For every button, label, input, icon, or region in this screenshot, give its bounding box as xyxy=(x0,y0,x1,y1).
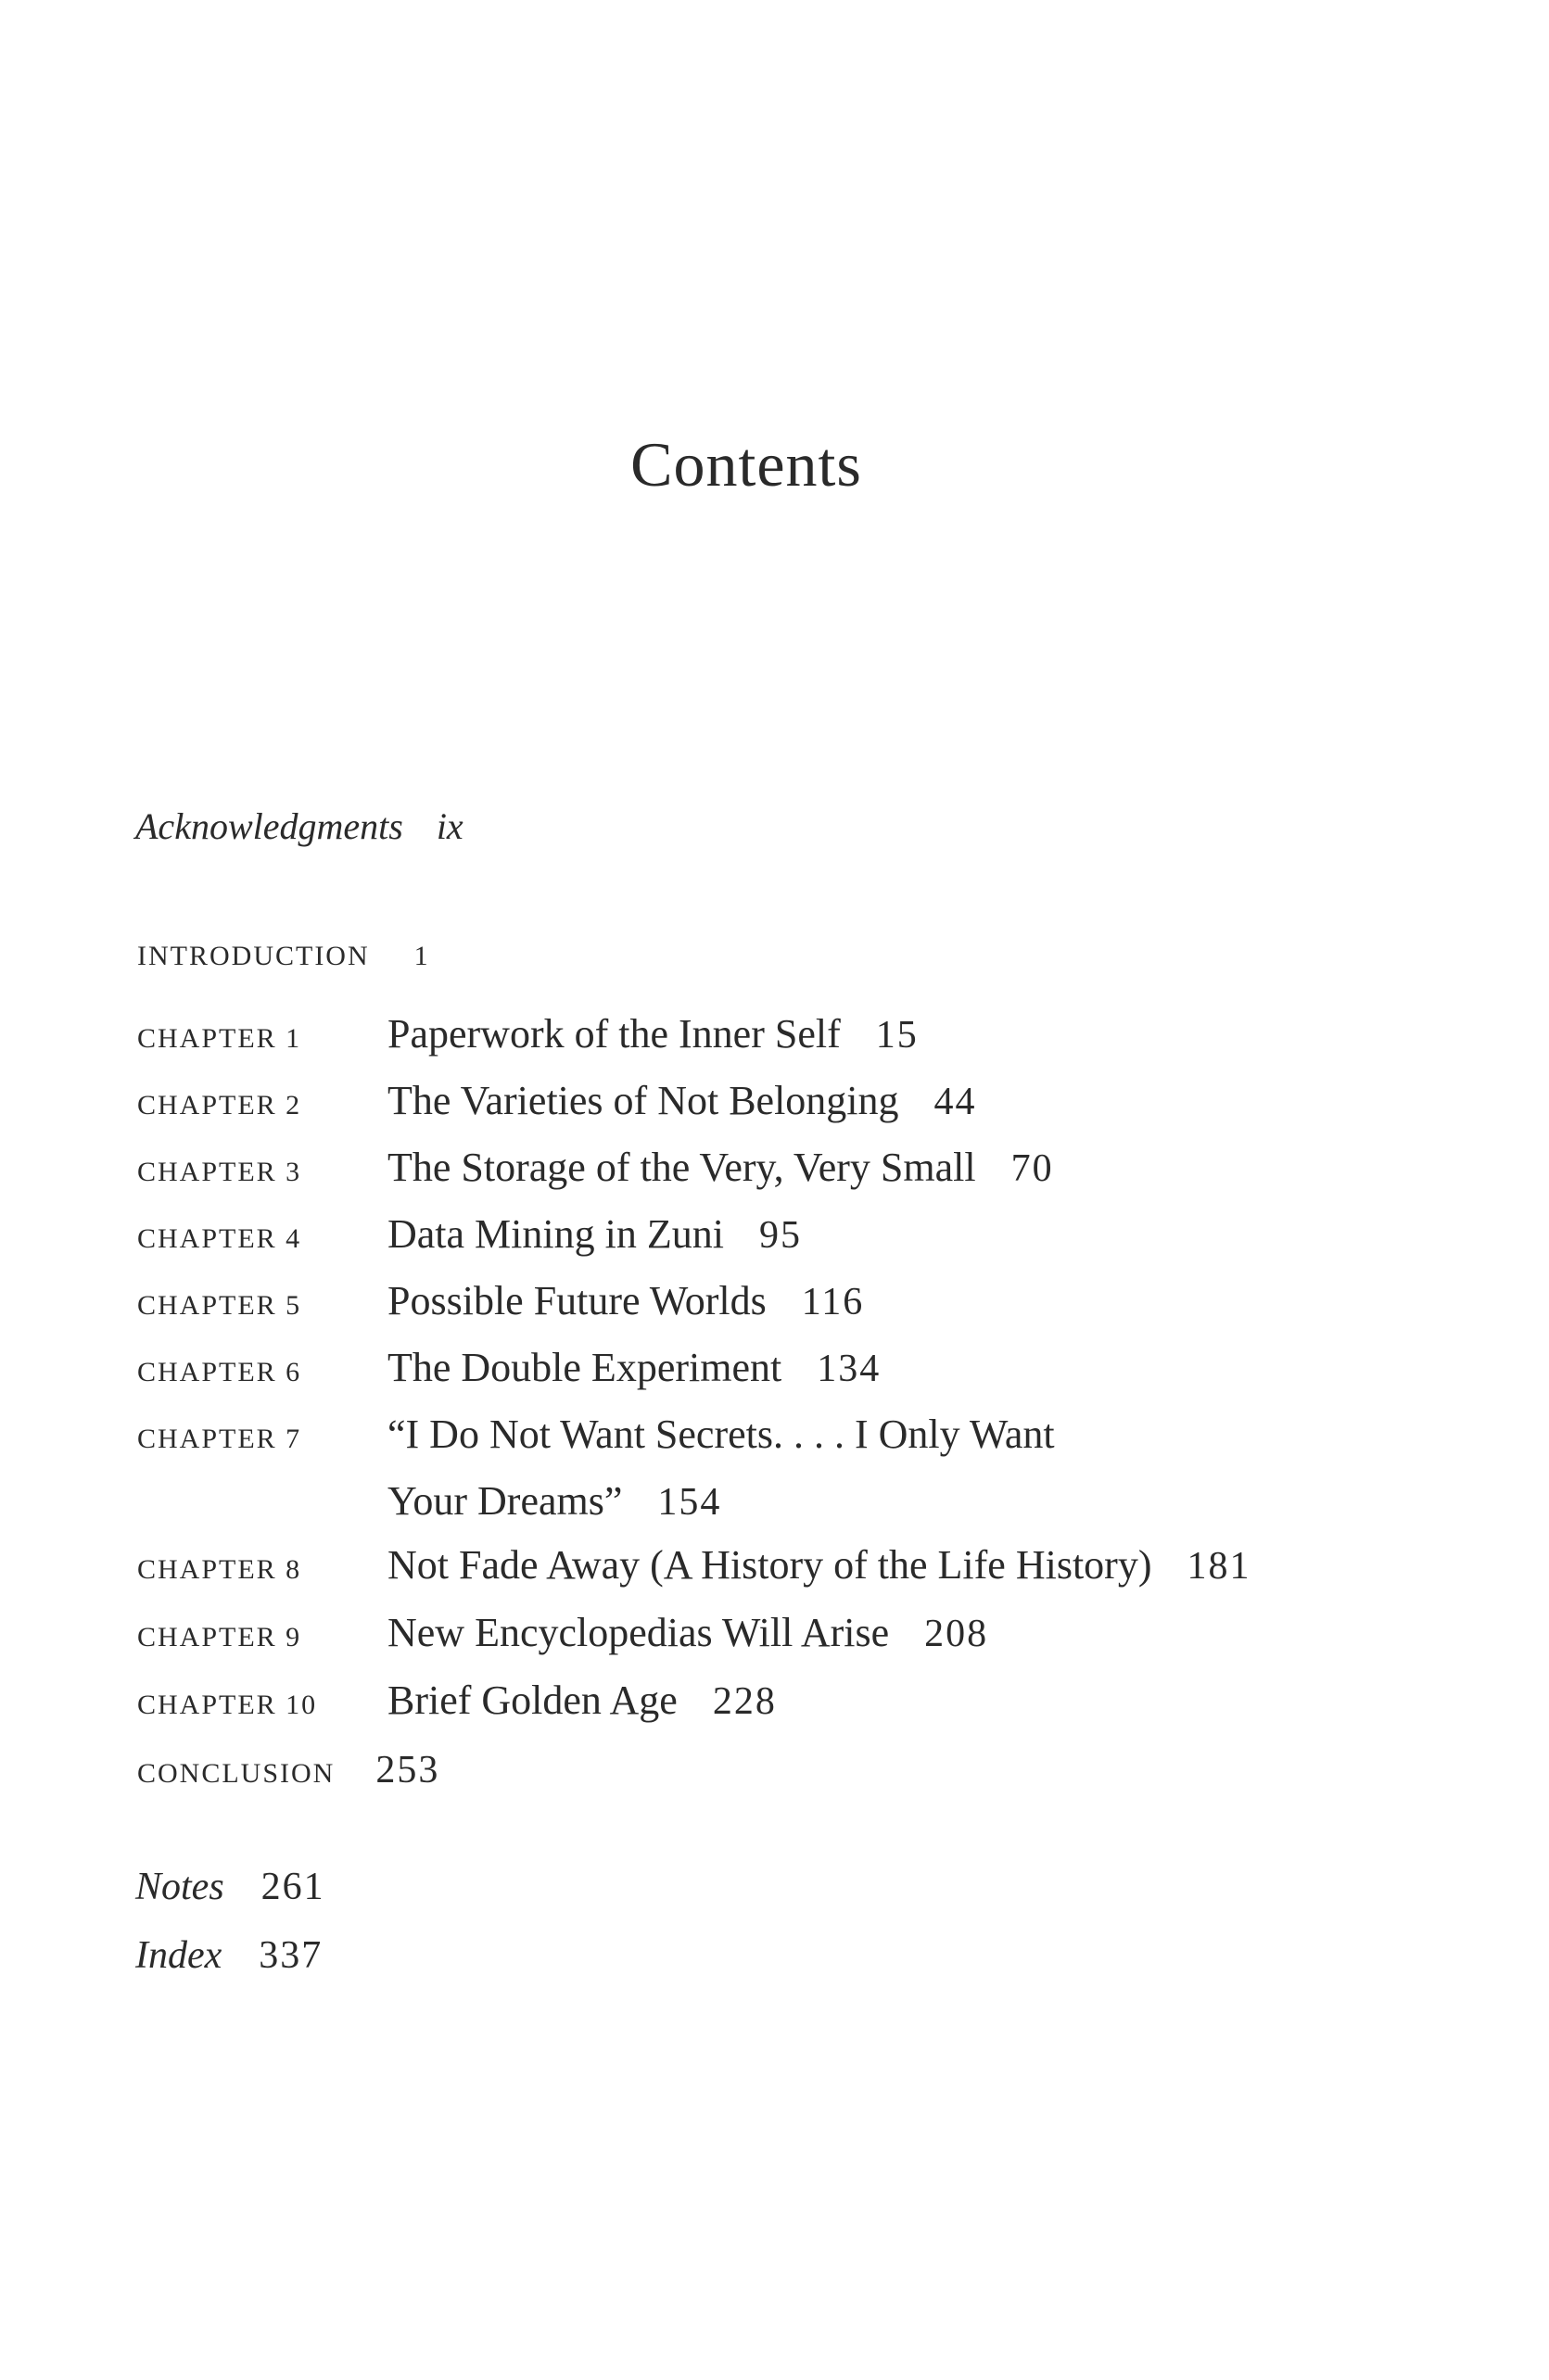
chapter-label: CHAPTER 3 xyxy=(137,1157,302,1187)
chapter-page: 116 xyxy=(801,1281,865,1323)
chapter-label: CHAPTER 10 xyxy=(137,1690,318,1720)
toc-entry-page: 261 xyxy=(260,1866,325,1908)
chapter-label: CHAPTER 8 xyxy=(137,1554,302,1585)
toc-entry-introduction[interactable] xyxy=(137,941,430,972)
toc-entry-label: Acknowledgments xyxy=(135,805,403,847)
chapter-title: Brief Golden Age xyxy=(387,1677,678,1723)
toc-entry-page: 1 xyxy=(413,941,430,971)
chapter-label: CHAPTER 6 xyxy=(137,1357,302,1387)
chapter-label: CHAPTER 1 xyxy=(137,1023,302,1054)
chapter-page: 181 xyxy=(1187,1545,1251,1588)
chapter-title: The Varieties of Not Belonging xyxy=(387,1078,899,1123)
toc-entry-page: ix xyxy=(436,805,463,847)
toc-entry-chapter-10[interactable] xyxy=(137,1667,777,1739)
toc-entry-page: 253 xyxy=(375,1749,440,1791)
chapter-label: CHAPTER 5 xyxy=(137,1290,302,1321)
toc-entry-chapter-1[interactable] xyxy=(137,1001,919,1072)
toc-entry-page: 337 xyxy=(259,1934,324,1977)
chapter-title-line-2: Your Dreams” xyxy=(387,1478,623,1524)
chapter-title-line-1: “I Do Not Want Secrets. . . . I Only Want xyxy=(387,1412,1055,1457)
toc-entry-chapter-9[interactable] xyxy=(137,1600,988,1671)
chapter-title: The Double Experiment xyxy=(387,1345,782,1390)
chapter-page: 70 xyxy=(1010,1147,1054,1190)
toc-entry-chapter-3[interactable] xyxy=(137,1134,1054,1206)
toc-entry-chapter-7[interactable] xyxy=(137,1401,1055,1536)
toc-entry-label: Index xyxy=(135,1934,222,1977)
toc-entry-chapter-2[interactable] xyxy=(137,1068,977,1139)
toc-entry-chapter-4[interactable] xyxy=(137,1201,802,1272)
chapter-page: 208 xyxy=(924,1613,989,1655)
chapter-label: CHAPTER 9 xyxy=(137,1622,302,1652)
chapter-page: 154 xyxy=(657,1481,722,1524)
toc-entry-chapter-5[interactable] xyxy=(137,1268,864,1339)
chapter-title: New Encyclopedias Will Arise xyxy=(387,1610,890,1655)
toc-entry-chapter-6[interactable] xyxy=(137,1335,881,1406)
page-title: Contents xyxy=(630,429,862,500)
chapter-title: Not Fade Away (A History of the Life History) xyxy=(387,1542,1152,1588)
toc-entry-index[interactable] xyxy=(135,1933,323,1978)
chapter-page: 95 xyxy=(758,1214,802,1257)
chapter-page: 134 xyxy=(817,1348,882,1390)
chapter-page: 15 xyxy=(875,1014,919,1057)
toc-entry-label: INTRODUCTION xyxy=(137,941,370,971)
toc-entry-notes[interactable] xyxy=(135,1865,325,1909)
chapter-title: The Storage of the Very, Very Small xyxy=(387,1145,976,1190)
toc-entry-label: CONCLUSION xyxy=(137,1758,336,1789)
chapter-title: Data Mining in Zuni xyxy=(387,1211,724,1257)
chapter-label: CHAPTER 2 xyxy=(137,1090,302,1120)
chapter-title: Paperwork of the Inner Self xyxy=(387,1011,841,1057)
chapter-label: CHAPTER 4 xyxy=(137,1223,302,1254)
toc-entry-label: Notes xyxy=(135,1866,224,1908)
chapter-page: 44 xyxy=(933,1081,977,1123)
chapter-title: Possible Future Worlds xyxy=(387,1278,767,1323)
toc-entry-acknowledgments[interactable] xyxy=(135,804,463,848)
toc-entry-conclusion[interactable] xyxy=(137,1748,439,1792)
toc-entry-chapter-8[interactable] xyxy=(137,1532,1251,1603)
chapter-page: 228 xyxy=(712,1680,777,1723)
chapter-label: CHAPTER 7 xyxy=(137,1424,302,1454)
